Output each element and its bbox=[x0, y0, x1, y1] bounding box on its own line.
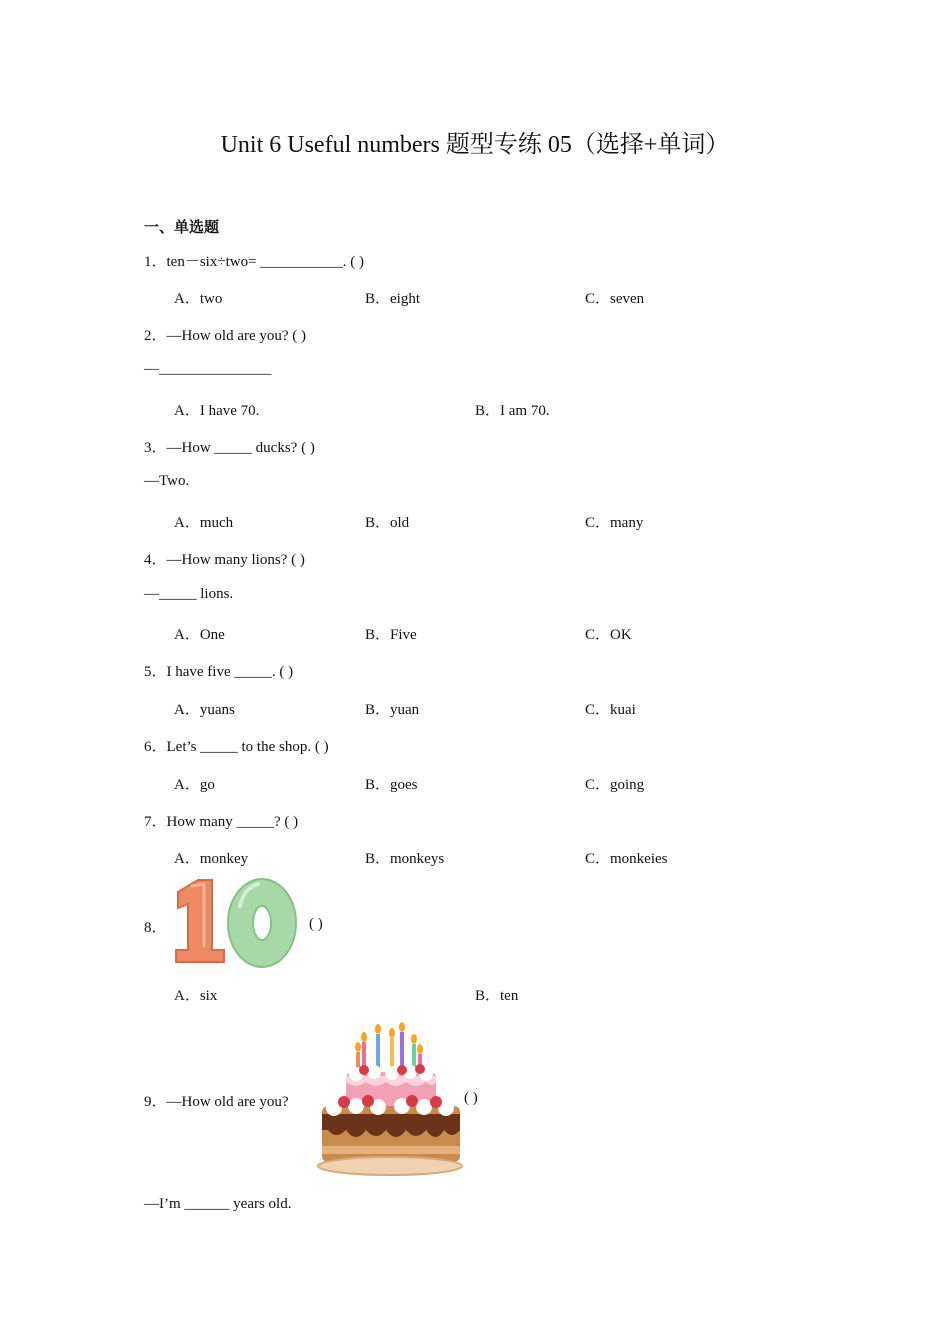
number-ten-icon bbox=[168, 876, 300, 972]
q3-option-c[interactable]: C．many bbox=[585, 515, 644, 531]
question-5: 5．I have five _____. ( ) bbox=[144, 664, 294, 680]
question-2-answer-line: —_______________ bbox=[144, 361, 272, 377]
q6-option-b[interactable]: B．goes bbox=[365, 777, 418, 793]
question-2: 2．—How old are you? ( ) bbox=[144, 328, 307, 344]
page-title: Unit 6 Useful numbers 题型专练 05（选择+单词） bbox=[220, 132, 730, 158]
question-9-reply: —I’m ______ years old. bbox=[144, 1196, 292, 1212]
q5-option-c[interactable]: C．kuai bbox=[585, 702, 636, 718]
question-3-reply: —Two. bbox=[144, 473, 190, 489]
q4-option-a[interactable]: A．One bbox=[174, 627, 225, 643]
question-4: 4．—How many lions? ( ) bbox=[144, 552, 305, 568]
question-4-reply: —_____ lions. bbox=[144, 586, 234, 602]
q7-option-b[interactable]: B．monkeys bbox=[365, 851, 445, 867]
q2-option-a[interactable]: A．I have 70. bbox=[174, 403, 260, 419]
q6-option-c[interactable]: C．going bbox=[585, 777, 645, 793]
q1-option-c[interactable]: C．seven bbox=[585, 291, 645, 307]
q4-option-c[interactable]: C．OK bbox=[585, 627, 632, 643]
question-3: 3．—How _____ ducks? ( ) bbox=[144, 440, 315, 456]
q3-option-a[interactable]: A．much bbox=[174, 515, 234, 531]
q8-option-b[interactable]: B．ten bbox=[475, 988, 519, 1004]
section-heading: 一、单选题 bbox=[144, 220, 220, 236]
question-8-paren: ( ) bbox=[309, 916, 323, 932]
q2-option-b[interactable]: B．I am 70. bbox=[475, 403, 550, 419]
question-9: 9．—How old are you? bbox=[144, 1094, 289, 1110]
q1-option-a[interactable]: A．two bbox=[174, 291, 223, 307]
q8-option-a[interactable]: A．six bbox=[174, 988, 218, 1004]
q6-option-a[interactable]: A．go bbox=[174, 777, 215, 793]
question-9-paren: ( ) bbox=[464, 1090, 478, 1106]
question-8: 8． bbox=[144, 920, 167, 936]
question-6: 6．Let’s _____ to the shop. ( ) bbox=[144, 739, 329, 755]
q7-option-c[interactable]: C．monkeies bbox=[585, 851, 668, 867]
q1-option-b[interactable]: B．eight bbox=[365, 291, 420, 307]
q5-option-b[interactable]: B．yuan bbox=[365, 702, 420, 718]
q4-option-b[interactable]: B．Five bbox=[365, 627, 417, 643]
q5-option-a[interactable]: A．yuans bbox=[174, 702, 235, 718]
question-1: 1．ten－six÷two= ___________. ( ) bbox=[144, 254, 365, 270]
q7-option-a[interactable]: A．monkey bbox=[174, 851, 249, 867]
question-7: 7．How many _____? ( ) bbox=[144, 814, 299, 830]
birthday-cake-icon bbox=[316, 1018, 464, 1178]
q3-option-b[interactable]: B．old bbox=[365, 515, 410, 531]
